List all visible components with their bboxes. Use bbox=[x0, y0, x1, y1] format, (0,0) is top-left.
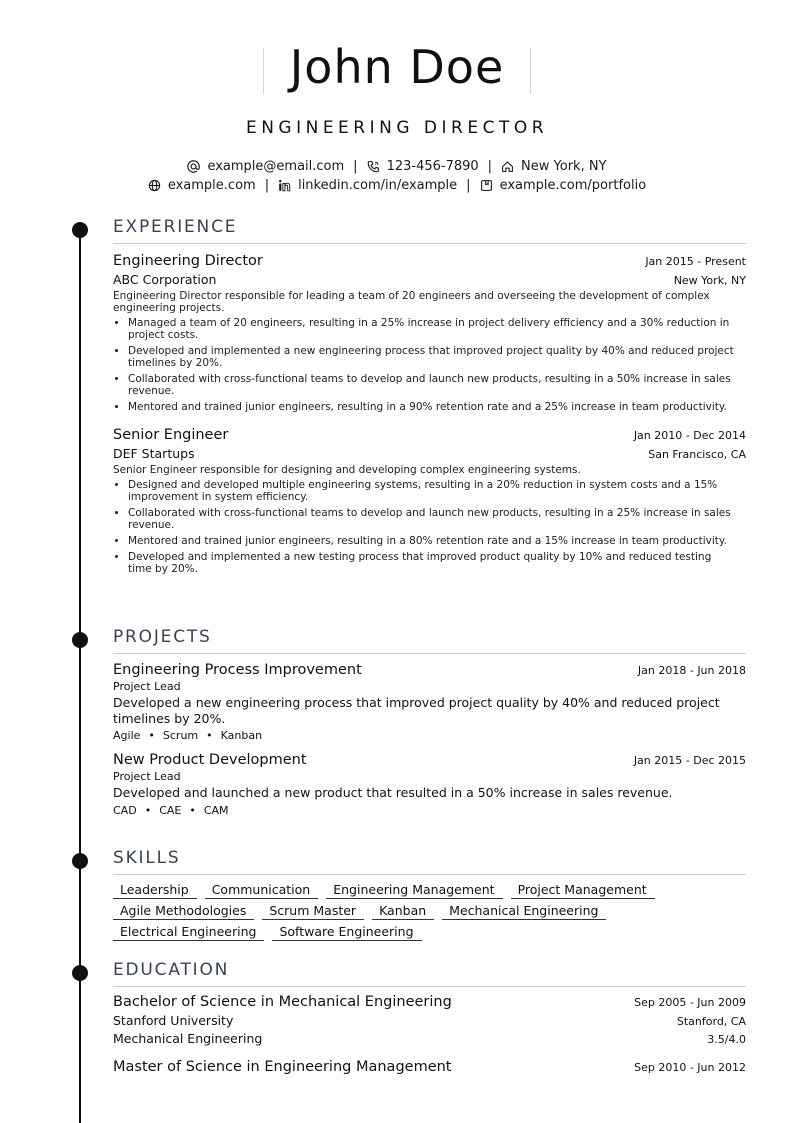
job-location: San Francisco, CA bbox=[648, 448, 746, 461]
section-title-skills: SKILLS bbox=[113, 848, 181, 868]
education-entry bbox=[113, 1059, 746, 1075]
project-tag: CAM bbox=[203, 803, 229, 817]
contact-email[interactable] bbox=[187, 159, 344, 174]
portfolio-text: example.com/portfolio bbox=[499, 178, 647, 193]
project-title: Engineering Process Improvement bbox=[113, 662, 362, 678]
project-role: Project Lead bbox=[113, 770, 181, 783]
section-divider bbox=[113, 874, 746, 875]
education-date: Sep 2005 - Jun 2009 bbox=[634, 996, 746, 1009]
project-role: Project Lead bbox=[113, 680, 181, 693]
project-description: Developed a new engineering process that improved project quality by 40% and reduced project timelines by 20%. bbox=[113, 695, 720, 726]
contact-location bbox=[501, 159, 606, 174]
school-name: Stanford University bbox=[113, 1013, 234, 1028]
contact-portfolio[interactable] bbox=[480, 178, 647, 193]
contact-separator: | bbox=[353, 159, 358, 174]
contact-separator: | bbox=[487, 159, 493, 174]
timeline-line bbox=[79, 222, 81, 1123]
portfolio-icon bbox=[480, 179, 493, 192]
project-description: Developed and launched a new product that resulted in a 50% increase in sales revenue. bbox=[113, 785, 673, 800]
contact-website[interactable] bbox=[148, 178, 256, 193]
project-tag: Scrum bbox=[162, 729, 199, 742]
experience-entry bbox=[113, 427, 746, 575]
field-of-study: Mechanical Engineering bbox=[113, 1031, 263, 1046]
section-divider bbox=[113, 243, 746, 244]
section-divider bbox=[113, 986, 746, 987]
project-date: Jan 2015 - Dec 2015 bbox=[633, 754, 746, 767]
skill-tag: Engineering Management bbox=[326, 882, 502, 899]
projects-section bbox=[113, 626, 746, 817]
job-bullet: • Designed and developed multiple engineering systems, resulting in a 20% reduction in system costs and a 15% improvement in system efficiency. bbox=[128, 479, 746, 503]
skills-section bbox=[113, 847, 746, 945]
project-tags: Agile • Scrum • Kanban bbox=[113, 729, 263, 742]
skill-tag: Software Engineering bbox=[272, 924, 421, 941]
project-tag: Kanban bbox=[220, 729, 263, 742]
job-date: Jan 2015 - Present bbox=[645, 255, 746, 268]
candidate-title: ENGINEERING DIRECTOR bbox=[245, 118, 549, 138]
company-name: ABC Corporation bbox=[113, 272, 217, 287]
job-title: Senior Engineer bbox=[113, 427, 229, 443]
contact-phone[interactable] bbox=[367, 159, 479, 174]
job-title: Engineering Director bbox=[113, 253, 263, 269]
at-icon bbox=[187, 160, 200, 173]
contact-line-2 bbox=[0, 178, 794, 193]
skill-tag: Communication bbox=[205, 882, 319, 899]
skills-list bbox=[113, 882, 713, 945]
skill-tag: Mechanical Engineering bbox=[442, 903, 606, 920]
skill-tag: Leadership bbox=[113, 882, 197, 899]
degree-title: Master of Science in Engineering Management bbox=[113, 1059, 452, 1075]
project-entry bbox=[113, 662, 746, 742]
skill-tag: Project Management bbox=[511, 882, 655, 899]
contact-separator: | bbox=[264, 178, 270, 193]
job-bullet: • Collaborated with cross-functional teams to develop and launch new products, resulting in a 25% increase in sales revenue. bbox=[128, 507, 746, 531]
experience-entry bbox=[113, 253, 746, 413]
website-text: example.com bbox=[167, 178, 256, 193]
project-tag: CAE bbox=[159, 803, 182, 817]
education-date: Sep 2010 - Jun 2012 bbox=[634, 1061, 746, 1074]
experience-section bbox=[113, 216, 746, 579]
skill-tag: Agile Methodologies bbox=[113, 903, 254, 920]
project-tags: CAD • CAE • CAM bbox=[113, 803, 229, 817]
education-section bbox=[113, 959, 746, 1075]
phone-text: 123-456-7890 bbox=[386, 159, 479, 174]
skill-tag: Kanban bbox=[372, 903, 434, 920]
linkedin-text: linkedin.com/in/example bbox=[298, 178, 458, 193]
project-date: Jan 2018 - Jun 2018 bbox=[637, 664, 746, 677]
project-entry bbox=[113, 752, 746, 817]
timeline-dot-skills bbox=[72, 853, 88, 869]
contact-line-1 bbox=[0, 159, 794, 174]
contact-separator: | bbox=[466, 178, 471, 193]
home-icon bbox=[501, 160, 514, 173]
section-title-education: EDUCATION bbox=[113, 960, 230, 980]
job-bullet: • Mentored and trained junior engineers, resulting in a 90% retention rate and a 25% increase in team productivity. bbox=[128, 401, 746, 413]
skill-tag: Scrum Master bbox=[262, 903, 364, 920]
job-bullets bbox=[113, 479, 746, 575]
location-text: New York, NY bbox=[521, 159, 607, 174]
skill-tag: Electrical Engineering bbox=[113, 924, 264, 941]
contact-linkedin[interactable] bbox=[278, 178, 457, 193]
job-location: New York, NY bbox=[673, 274, 746, 287]
company-name: DEF Startups bbox=[113, 446, 195, 461]
education-entry bbox=[113, 994, 746, 1046]
timeline-dot-experience bbox=[72, 222, 88, 238]
section-divider bbox=[113, 653, 746, 654]
job-bullets bbox=[113, 317, 746, 413]
job-bullet: • Collaborated with cross-functional teams to develop and launch new products, resulting in a 50% increase in sales revenue. bbox=[128, 373, 746, 397]
timeline-dot-education bbox=[72, 965, 88, 981]
project-tag: CAD bbox=[113, 803, 137, 817]
section-title-projects: PROJECTS bbox=[113, 627, 212, 647]
timeline-dot-projects bbox=[72, 632, 88, 648]
email-text: example@email.com bbox=[207, 159, 345, 174]
candidate-name: John Doe bbox=[289, 40, 505, 94]
project-tag: Agile bbox=[113, 729, 141, 742]
job-bullet: • Managed a team of 20 engineers, resulting in a 25% increase in project delivery efficiency and a 30% reduction in project costs. bbox=[128, 317, 746, 341]
project-title: New Product Development bbox=[113, 752, 307, 768]
job-description: Engineering Director responsible for leading a team of 20 engineers and overseeing the development of complex engineering projects. bbox=[113, 290, 710, 314]
school-location: Stanford, CA bbox=[676, 1015, 746, 1028]
job-date: Jan 2010 - Dec 2014 bbox=[633, 429, 746, 442]
job-bullet: • Developed and implemented a new engineering process that improved project quality by 40% and reduced project timelines by 20%. bbox=[128, 345, 746, 369]
gpa: 3.5/4.0 bbox=[707, 1033, 746, 1046]
degree-title: Bachelor of Science in Mechanical Engineering bbox=[113, 994, 452, 1010]
job-bullet: • Developed and implemented a new testing process that improved product quality by 10% and reduced testing time by 20%. bbox=[128, 551, 746, 575]
job-description: Senior Engineer responsible for designing and developing complex engineering systems. bbox=[113, 464, 581, 476]
job-bullet: • Mentored and trained junior engineers, resulting in a 80% retention rate and a 15% increase in team productivity. bbox=[128, 535, 746, 547]
phone-icon bbox=[367, 160, 380, 173]
globe-icon bbox=[148, 179, 161, 192]
linkedin-icon bbox=[278, 179, 291, 192]
section-title-experience: EXPERIENCE bbox=[113, 217, 238, 237]
